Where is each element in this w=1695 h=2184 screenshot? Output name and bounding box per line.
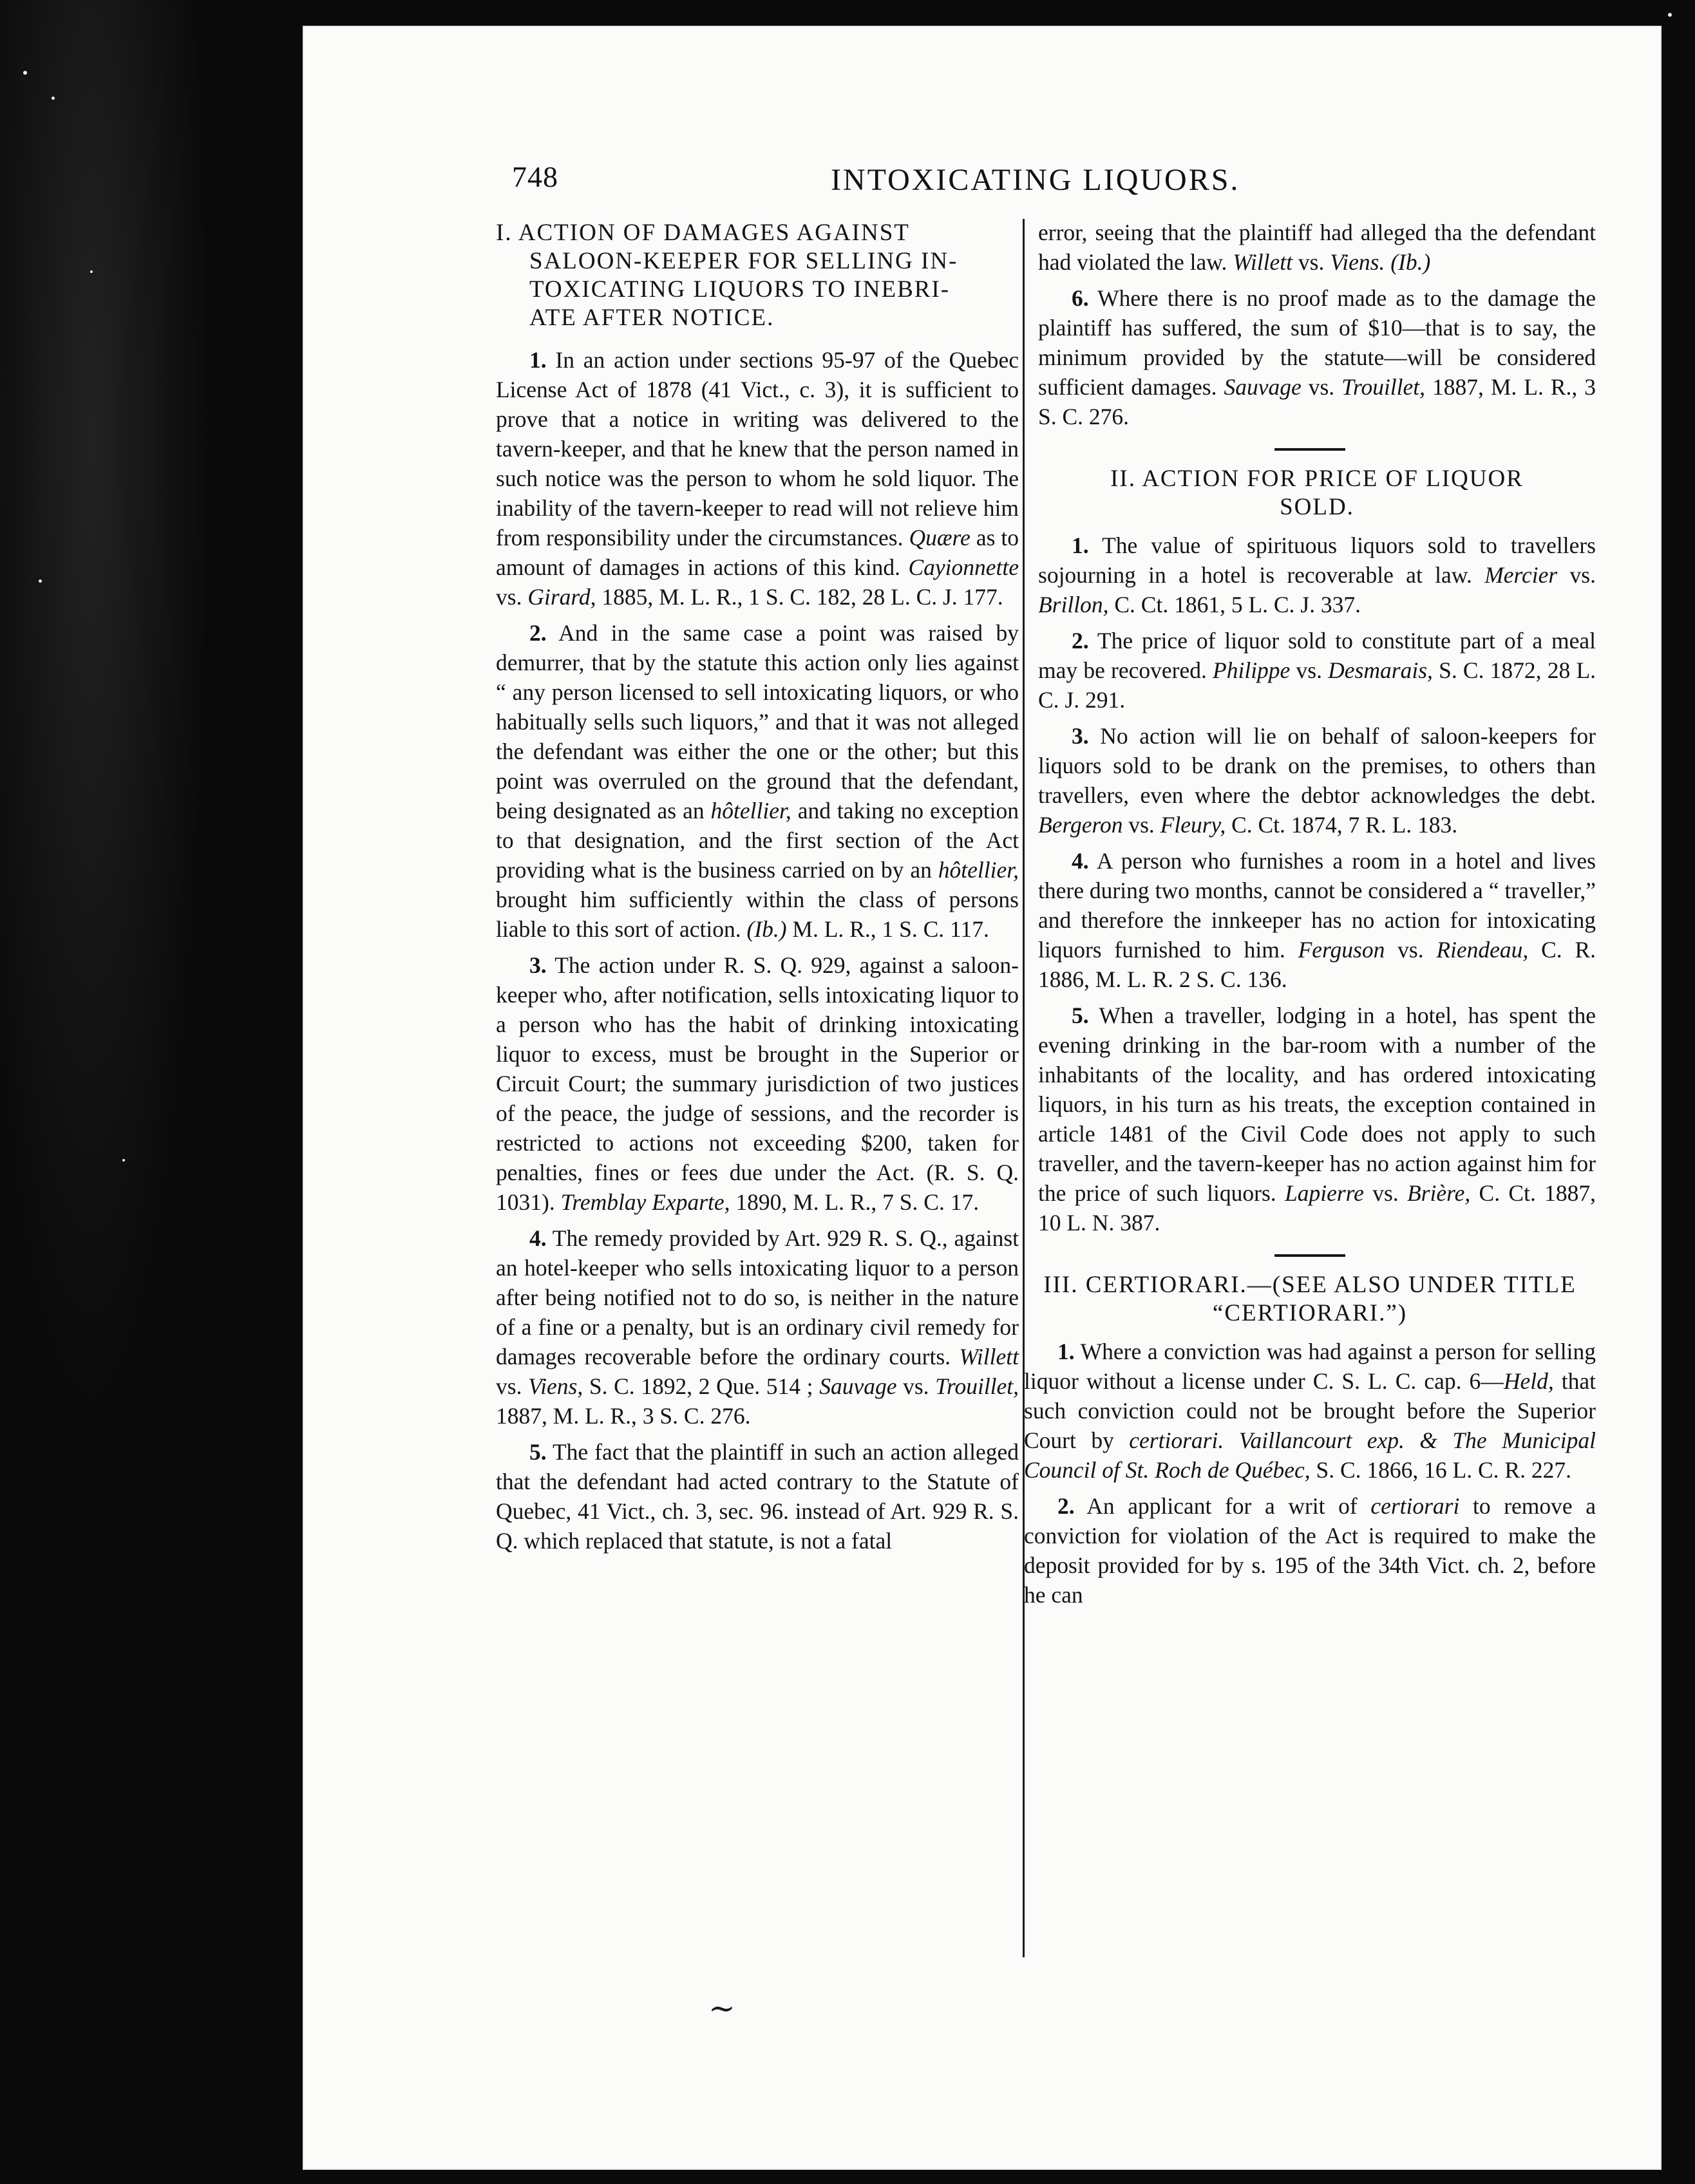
case-name: Sauvage [819,1373,897,1399]
scan-speck [39,579,42,583]
case-name: Bergeron [1038,812,1123,838]
versus: vs. [1122,812,1155,838]
case-name: Vaillancourt exp. & The Municipal Council of St. Roch de Québec, [1024,1427,1596,1483]
versus: vs. [896,1373,929,1399]
latin-term: Quære [909,525,971,551]
paragraph-i-1 [496,345,1019,612]
cross-reference-title: CERTIORARI [1224,1300,1379,1326]
scan-dark-margin [0,0,303,2184]
paragraph-text: brought him sufficiently within the class of persons liable to this sort of action. [496,887,1019,942]
case-name: Brillon, [1038,592,1109,617]
paragraph-ii-5 [1024,1001,1596,1238]
scan-speck [23,71,27,75]
citation: C. Ct. 1874, 7 R. L. 183. [1226,812,1458,838]
paragraph-text: that such conviction could not be brought before the Superior Court by [1024,1368,1596,1453]
case-name: Lapierre [1284,1180,1364,1206]
case-name: Tremblay Exparte, [560,1189,730,1215]
paragraph-number: 5. [1072,1003,1089,1028]
case-name: Sauvage [1224,374,1302,400]
paragraph-number: 2. [1057,1493,1075,1519]
section-heading-i [496,219,1019,332]
case-name: Cayionnette [908,554,1019,580]
case-name: Willett [959,1344,1019,1370]
paragraph-iii-2 [1024,1491,1596,1610]
heading-line: I. ACTION OF DAMAGES AGAINST [496,220,910,246]
versus: vs. [1363,1180,1399,1206]
versus: vs. [1301,374,1335,400]
paragraph-number: 1. [1072,532,1089,558]
document-page [303,26,1662,2170]
paragraph-i-5 [496,1437,1019,1556]
citation: M. L. R., 1 S. C. 117. [786,916,989,942]
paragraph-text: Where a conviction was had against a person for selling liquor without a license under C. S. L. C. cap. 6— [1024,1339,1596,1394]
ink-smudge: ∼ [708,1990,735,2027]
paragraph-number: 3. [529,952,547,978]
case-name: Brière, [1406,1180,1471,1206]
paragraph-i-4 [496,1223,1019,1431]
ibid: (Ib.) [746,916,787,942]
paragraph-number: 1. [529,347,547,373]
case-name: Philippe [1213,657,1291,683]
versus: vs. [496,1373,522,1399]
case-name: Mercier [1484,562,1558,588]
paragraph-text: Where there is no proof made as to the damage the plaintiff has suffered, the sum of $10—that is to say, the minimum provided by the statute—will be considered sufficient damages. [1038,285,1596,400]
paragraph-text: The remedy provided by Art. 929 R. S. Q., against an hotel-keeper who sells intoxicating liquor to a person after being notified not to do so, is neither in the nature of a fine or a penalty, but is an ordinary civil remedy for damages recoverable before the ordinary courts. [496,1225,1019,1370]
case-name: Fleury, [1160,812,1226,838]
paragraph-ii-2 [1024,626,1596,715]
citation: 1887, M. L. R., 3 S. C. 276. [496,1403,751,1429]
paragraph-text: as to amount of damages in actions of this kind. [496,525,1019,580]
heading-line: TOXICATING LIQUORS TO INEBRI- [529,276,951,303]
case-name: Viens. [1330,249,1385,275]
term: certiorari [1370,1493,1460,1519]
case-name: Viens, [528,1373,583,1399]
citation: 1887, M. L. R., 3 S. C. 276. [1038,374,1596,429]
paragraph-number: 2. [529,620,547,646]
scan-speck [1668,13,1672,17]
case-name: Riendeau, [1436,937,1529,963]
paragraph-i-2 [496,618,1019,944]
versus: vs. [1293,249,1325,275]
paragraph-number: 5. [529,1439,547,1465]
case-name: Ferguson [1298,937,1385,963]
heading-line: II. ACTION FOR PRICE OF LIQUOR [1110,466,1524,492]
case-name: Desmarais, [1328,657,1433,683]
paragraph-ii-1 [1024,531,1596,619]
heading-line: SOLD. [1280,494,1354,520]
quote-mark: “ [1212,1300,1225,1326]
heading-line: SALOON-KEEPER FOR SELLING IN- [529,248,958,274]
right-column [1024,218,1596,1616]
paragraph-ii-4 [1024,846,1596,994]
section-separator [1274,448,1345,451]
paragraph-text: When a traveller, lodging in a hotel, has spent the evening drinking in the bar-room with a number of the inhabitants of the locality, and has ordered intoxicating liquors, in his turn as his treats, the exception contained in article 1481 of the Civil Code does not apply to such traveller, and the tavern-keeper has no action against him for the price of such liquors. [1038,1003,1596,1206]
case-name: Girard, [527,584,596,610]
versus: vs. [1290,657,1322,683]
citation: S. C. 1866, 16 L. C. R. 227. [1310,1457,1571,1483]
term: hôtellier, [938,857,1019,883]
scan-speck [52,97,55,100]
ibid: (Ib.) [1390,249,1431,275]
paragraph-text: In an action under sections 95-97 of the Quebec License Act of 1878 (41 Vict., c. 3), it is sufficient to prove that a notice in writing was delivered to the tavern-keeper, and that he knew that the person named in such notice was the person to whom he sold liquor. The inability of the tavern-keeper to read will not relieve him from responsibility under the circumstances. [496,347,1019,551]
paragraph-text: And in the same case a point was raised by demurrer, that by the statute this action only lies against “ any person licensed to sell intoxicating liquors, or who habitually sells such liquors,” and that it was not alleged the defendant was either the one or the other; but this point was overruled on the ground that the defendant, being designated as an [496,620,1019,824]
paragraph-text: The value of spirituous liquors sold to travellers sojourning in a hotel is recoverable at law. [1038,532,1596,588]
scan-speck [90,270,93,273]
term: Held, [1503,1368,1554,1394]
citation: 1885, M. L. R., 1 S. C. 182, 28 L. C. J. 177. [601,584,1003,610]
paragraph-text: The price of liquor sold to constitute part of a meal may be recovered. [1038,628,1596,683]
term: certiorari. [1129,1427,1224,1453]
paragraph-text: No action will lie on behalf of saloon-keepers for liquors sold to be drank on the premises, to others than travellers, even where the debtor acknowledges the debt. [1038,723,1596,808]
running-head: INTOXICATING LIQUORS. [831,163,1240,197]
paragraph-text: to remove a conviction for violation of the Act is required to make the deposit provided for by s. 195 of the 34th Vict. ch. 2, before he can [1024,1493,1596,1608]
versus: vs. [496,584,522,610]
paragraph-iii-1 [1024,1337,1596,1485]
heading-line [1024,1299,1596,1328]
left-column [496,219,1019,1562]
paragraph-number: 6. [1072,285,1089,311]
paragraph-text: and taking no exception to that designation, and the first section of the Act providing what is the business carried on by an [496,798,1019,883]
paragraph-number: 4. [1072,848,1089,874]
page-number: 748 [512,160,558,193]
paragraph-text: The action under R. S. Q. 929, against a saloon-keeper who, after notification, sells intoxicating liquor to a person who has the habit of drinking intoxicating liquor to excess, must be brought in the Superior or Circuit Court; the summary jurisdiction of two justices of the peace, the judge of sessions, and the recorder is restricted to actions not exceeding $200, taken for penalties, fines or fees due under the Act. (R. S. Q. 1031). [496,952,1019,1215]
paragraph-i-6 [1024,283,1596,431]
section-separator [1274,1254,1345,1257]
citation: 1890, M. L. R., 7 S. C. 17. [730,1189,980,1215]
citation: C. Ct. 1887, 10 L. N. 387. [1038,1180,1596,1236]
paragraph-text: A person who furnishes a room in a hotel and lives there during two months, cannot be considered a “ traveller,” and therefore the innkeeper has no action for intoxicating liquors furnished to him. [1038,848,1596,963]
case-name: Trouillet, [935,1373,1019,1399]
section-heading-ii [1024,465,1596,522]
quote-mark: .”) [1379,1300,1408,1326]
versus: vs. [1557,562,1596,588]
citation: C. R. 1886, M. L. R. 2 S. C. 136. [1038,937,1596,992]
paragraph-number: 1. [1057,1339,1075,1364]
paragraph-i-3 [496,950,1019,1217]
case-name: Trouillet, [1341,374,1426,400]
paragraph-text: error, seeing that the plaintiff had alleged tha the defendant had violated the law. [1038,220,1596,275]
term: hôtellier, [710,798,791,824]
paragraph-number: 4. [529,1225,547,1251]
citation: S. C. 1892, 2 Que. 514 ; [583,1373,813,1399]
paragraph-ii-3 [1024,721,1596,840]
case-name: Willett [1233,249,1293,275]
scan-speck [122,1159,125,1162]
citation: C. Ct. 1861, 5 L. C. J. 337. [1108,592,1361,617]
section-heading-iii [1024,1271,1596,1328]
versus: vs. [1385,937,1424,963]
heading-line: ATE AFTER NOTICE. [529,305,775,331]
paragraph-i-5-continued [1024,218,1596,277]
paragraph-text: The fact that the plaintiff in such an action alleged that the defendant had acted contrary to the Statute of Quebec, 41 Vict., ch. 3, sec. 96. instead of Art. 929 R. S. Q. which replaced that statute, is not a fatal [496,1439,1019,1554]
paragraph-text: An applicant for a writ of [1074,1493,1358,1519]
citation: S. C. 1872, 28 L. C. J. 291. [1038,657,1596,713]
paragraph-number: 3. [1072,723,1089,749]
paragraph-number: 2. [1072,628,1089,654]
heading-line: III. CERTIORARI.—(SEE ALSO UNDER TITLE [1043,1272,1577,1298]
